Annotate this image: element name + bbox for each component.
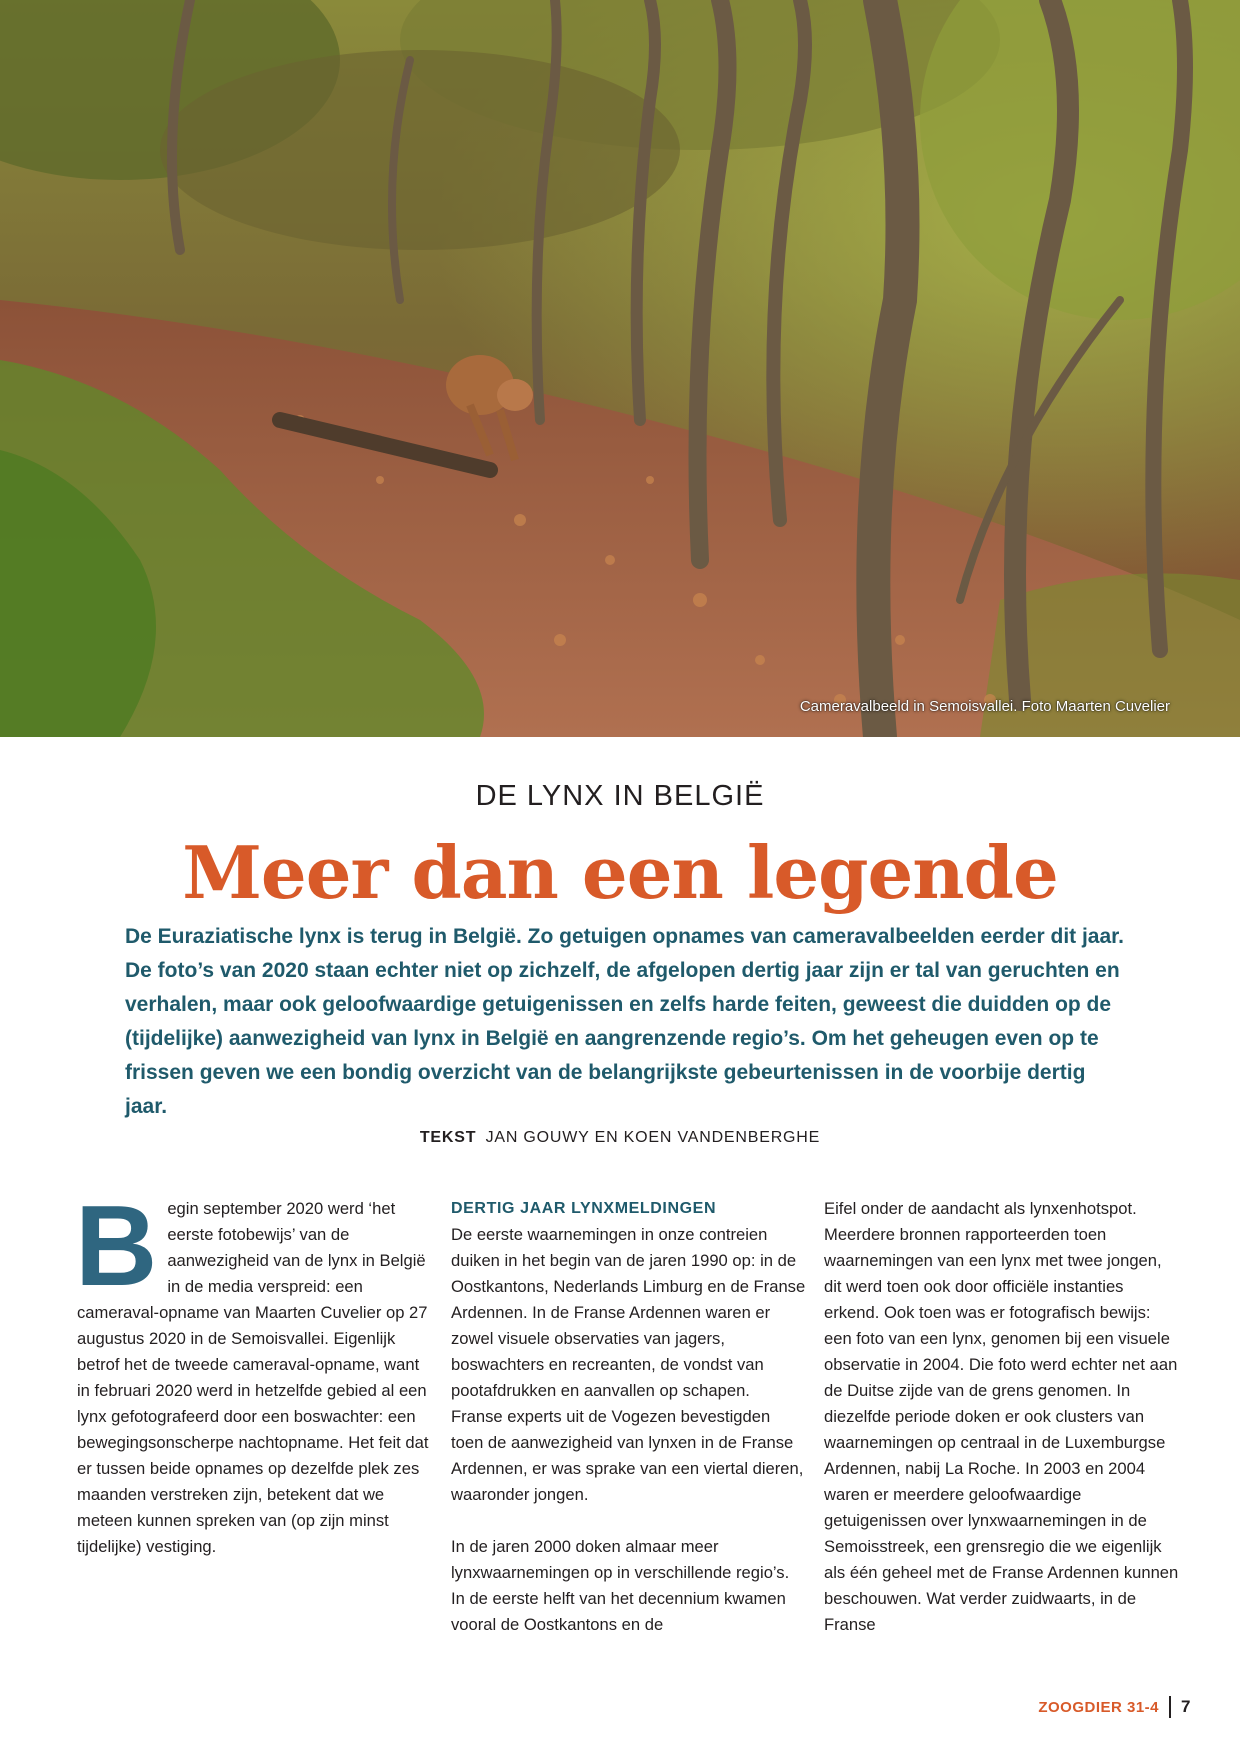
- article-intro: De Euraziatische lynx is terug in België. Zo getuigen opnames van cameravalbeelden eerder dit jaar. De foto’s van 2020 staan echter niet op zichzelf, de afgelopen dertig jaar zijn er tal van geruchten en verhalen, maar ook geloofwaardige getuigenissen en zelfs harde feiten, geweest die duidden op de (tijdelijke) aanwezigheid van lynx in België en aangrenzende regio’s. Om het geheugen even op te frissen geven we een bondig overzicht van de belangrijkste gebeurtenissen in de voorbije dertig jaar.: [125, 925, 1125, 1118]
- column-2-paragraph-1: De eerste waarnemingen in onze contreien duiken in het begin van de jaren 1990 op: in de Oostkantons, Nederlands Limburg en de Franse Ardennen. In de Franse Ardennen waren er zowel visuele observaties van jagers, boswachters en recreanten, de vondst van pootafdrukken en aanvallen op schapen. Franse experts uit de Vogezen bevestigden toen de aanwezigheid van lynxen in de Franse Ardennen, er was sprake van een viertal dieren, waaronder jongen.: [451, 1225, 806, 1504]
- byline-label: TEKST: [419, 1129, 477, 1146]
- section-subheading: DERTIG JAAR LYNXMELDINGEN: [451, 1200, 717, 1217]
- column-1: [75, 1183, 432, 1560]
- column-3: [824, 1196, 1179, 1638]
- column-2: [451, 1196, 806, 1638]
- magazine-name: ZOOGDIER 31-4: [1038, 1698, 1160, 1716]
- page-footer: [1038, 1696, 1191, 1718]
- byline-authors: JAN GOUWY EN KOEN VANDENBERGHE: [485, 1129, 821, 1146]
- hero-photo: [0, 0, 1240, 737]
- article-title: Meer dan een legende: [182, 830, 1058, 915]
- article-kicker: DE LYNX IN BELGIË: [475, 780, 765, 812]
- column-1-text: [75, 1183, 432, 1560]
- column-2-paragraph-2: In de jaren 2000 doken almaar meer lynxwaarnemingen op in verschillende regio’s. In de eerste helft van het decennium kwamen vooral de Oostkantons en de: [451, 1537, 790, 1634]
- footer-divider: [1169, 1696, 1171, 1718]
- forest-illustration: [0, 0, 1240, 737]
- drop-cap: B: [75, 1183, 158, 1310]
- column-3-text: Eifel onder de aandacht als lynxenhotspot. Meerdere bronnen rapporteerden toen waarnemingen van een lynx met twee jongen, dit werd toen ook door officiële instanties erkend. Ook toen was er fotografisch bewijs: een foto van een lynx, genomen bij een visuele observatie in 2004. Die foto werd echter net aan de Duitse zijde van de grens genomen. In diezelfde periode doken er ook clusters van waarnemingen op centraal in de Luxemburgse Ardennen, nabij La Roche. In 2003 en 2004 waren er meerdere geloofwaardige getuigenissen over lynxwaarnemingen in de Semoisstreek, een grensregio die we eigenlijk als één geheel met de Franse Ardennen kunnen beschouwen. Wat verder zuidwaarts, in de Franse: [824, 1199, 1179, 1634]
- page-number: 7: [1181, 1697, 1191, 1716]
- byline: [0, 1129, 1240, 1147]
- photo-caption: Cameravalbeeld in Semoisvallei. Foto Maarten Cuvelier: [799, 698, 1170, 715]
- column-1-body: egin september 2020 werd ‘het eerste fotobewijs’ van de aanwezigheid van de lynx in België in de media verspreid: een cameraval-opname van Maarten Cuvelier op 27 augustus 2020 in de Semoisvallei. Eigenlijk betrof het de tweede cameraval-opname, want in februari 2020 werd in hetzelfde gebied al een lynx gefotografeerd door een boswachter: een bewegingsonscherpe nachtopname. Het feit dat er tussen beide opnames op dezelfde plek zes maanden verstreken zijn, betekent dat we meteen kunnen spreken van (op zijn minst tijdelijke) vestiging.: [77, 1199, 429, 1556]
